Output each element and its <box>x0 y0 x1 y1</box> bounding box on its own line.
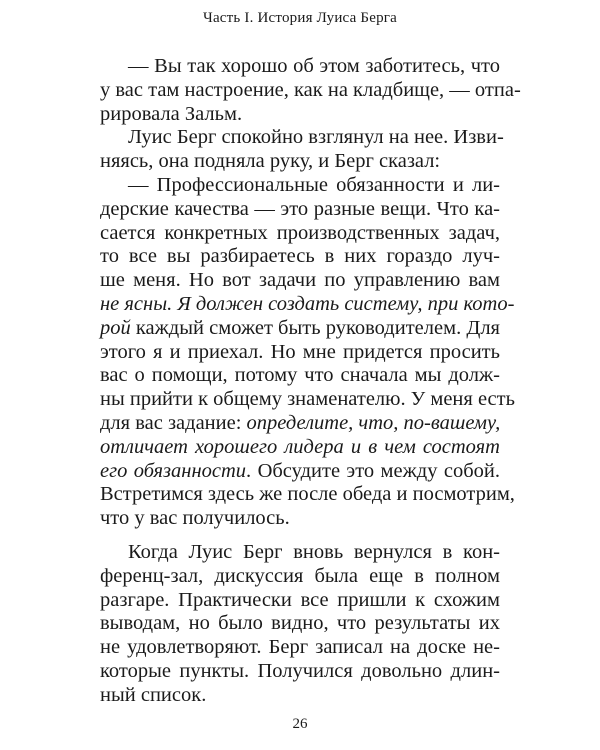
text-line <box>100 460 500 484</box>
text-line: Луис Берг спокойно взглянул на нее. Изви- <box>128 126 504 149</box>
text-line: Встретимся здесь же после обеда и посмотрим, <box>100 483 515 506</box>
plain-text: для вас задание: <box>100 411 247 434</box>
page-number: 26 <box>292 716 308 732</box>
text-line <box>100 317 500 341</box>
text-line: дерские качества — это разные вещи. Что ка- <box>100 197 500 220</box>
italic-text: его обязанности <box>100 459 247 482</box>
text-line <box>100 436 500 460</box>
text-line: выводам, но было видно, что результаты их <box>100 612 500 635</box>
italic-text: отличает хорошего лидера и в чем состоят <box>100 435 500 458</box>
text-line <box>100 292 515 317</box>
plain-text: . Обсудите это между собой. <box>246 459 500 482</box>
text-line: ше меня. Но вот задачи по управлению вам <box>100 269 500 292</box>
text-line: ный список. <box>100 683 207 706</box>
text-line: не удовлетворяют. Берг записал на доске не- <box>100 636 500 659</box>
dialogue-section <box>100 55 521 531</box>
text-line: — Вы так хорошо об этом заботитесь, что <box>128 55 500 77</box>
plain-text: каждый сможет быть руководителем. Для <box>130 316 500 339</box>
running-header: Часть I. История Луиса Берга <box>203 10 397 26</box>
italic-text: определите, что, по-вашему, <box>246 411 501 434</box>
text-line: ференц-зал, дискуссия была еще в полном <box>100 564 500 587</box>
text-line: — Профессиональные обязанности и ли- <box>128 173 500 196</box>
narrative-section <box>100 541 500 708</box>
text-line <box>100 412 500 436</box>
text-line: у вас там настроение, как на кладбище, — отпа- <box>100 78 521 101</box>
italic-text: рой <box>100 316 131 339</box>
text-line: то все вы разбираетесь в них гораздо луч- <box>100 245 500 268</box>
text-line: этого я и приехал. Но мне придется просить <box>100 340 500 363</box>
italic-text: не ясны. Я должен создать систему, при кото- <box>100 292 515 315</box>
text-line: что у вас получилось. <box>100 507 290 530</box>
text-line: Когда Луис Берг вновь вернулся в кон- <box>128 541 500 563</box>
text-line: которые пункты. Получился довольно длин- <box>100 659 500 682</box>
text-line: рировала Зальм. <box>100 102 243 125</box>
text-line: разгаре. Практически все пришли к схожим <box>100 588 500 611</box>
text-line: сается конкретных производственных задач, <box>100 221 500 244</box>
text-line: ны прийти к общему знаменателю. У меня есть <box>100 388 515 411</box>
text-line: няясь, она подняла руку, и Берг сказал: <box>100 150 441 173</box>
text-line: вас о помощи, потому что сначала мы долж- <box>100 364 500 387</box>
